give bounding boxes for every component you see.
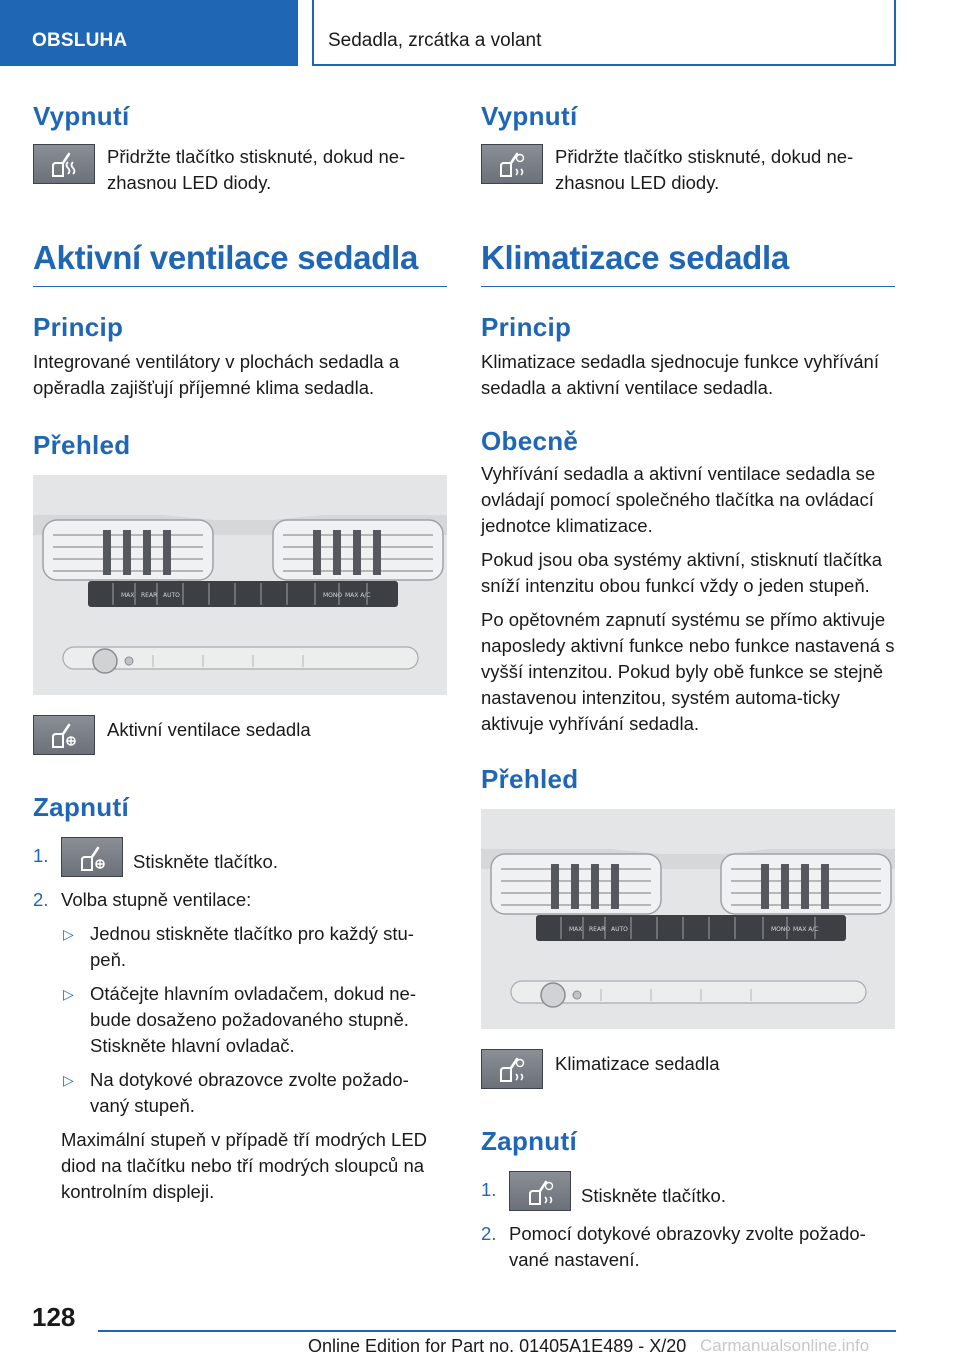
left-off-row [33,144,447,196]
right-column [481,100,895,1273]
step-number: 1. [33,845,49,866]
seat-climate-button-image [481,144,543,184]
panel-label-auto: AUTO [163,592,180,599]
chapter-title: Sedadla, zrcátka a volant [312,0,896,66]
right-general-p2: Pokud jsou oba systémy aktivní, stisknutí tlačítka sníží intenzitu obou funkcí vždy o jeden stupeň. [481,549,883,596]
left-max-text: Maximální stupeň v případě tří modrých LED diod na tlačítku nebo tří modrých sloupců na kontrolním displeji. [61,1129,428,1202]
step-number: 2. [33,889,49,910]
seat-heat-icon [49,150,79,178]
step-text: Volba stupně ventilace: [61,889,252,910]
step-number: 1. [481,1179,497,1200]
left-principle-heading: Princip [33,312,124,342]
seat-climate-icon [497,150,527,178]
triangle-bullet-icon: ▷ [63,986,74,1002]
right-overview-heading: Přehled [481,764,579,794]
panel-label-auto: AUTO [611,926,628,933]
seat-heating-button-image [33,144,95,184]
sub-step-item: ▷ Na dotykové obrazovce zvolte požado‐vaný stupeň. [63,1069,409,1116]
panel-label-rear: REAR [141,592,158,599]
left-caption-row [33,715,447,755]
right-principle-text: Klimatizace sedadla sjednocuje funkce vyhřívání sedadla a aktivní ventilace sedadla. [481,351,879,398]
right-caption-row [481,1049,895,1089]
seat-climate-button-inline [509,1171,571,1211]
left-overview-heading: Přehled [33,430,131,460]
panel-label-max: MAX [121,592,135,599]
console-illustration [33,475,447,695]
right-step-2 [481,1221,895,1273]
sub-step-item: ▷ Jednou stiskněte tlačítko pro každý stu‐peň. [63,923,414,970]
right-general-p3: Po opětovném zapnutí systému se přímo aktivuje naposledy aktivní funkce nebo funkce nastavená s vyšší intenzitou. Pokud byly obě funkce se stejně nastavenou intenzitou, systém automa‐ticky aktivuje vyhřívání sedadla. [481,609,895,734]
step-text: Stiskněte tlačítko. [133,850,278,872]
left-off-text: Přidržte tlačítko stisknuté, dokud ne‐zhasnou LED diody. [107,146,406,193]
right-step-1 [481,1177,895,1217]
right-overview-caption: Klimatizace sedadla [555,1053,720,1074]
seat-climate-icon [497,1055,527,1083]
panel-label-max-ac: MAX A/C [793,926,819,933]
left-section-title: Aktivní ventilace sedadla [33,238,447,287]
step-number: 2. [481,1223,497,1244]
left-on-heading: Zapnutí [33,792,129,822]
footer-rule [98,1330,896,1332]
seat-ventilation-button-inline [61,837,123,877]
seat-ventilation-icon [78,844,108,872]
left-console-photo [33,475,447,695]
seat-ventilation-button-image [33,715,95,755]
left-principle-text: Integrované ventilátory v plochách sedadla a opěradla zajišťují příjemné klima sedadla. [33,351,400,398]
right-principle-heading: Princip [481,312,572,342]
panel-label-max: MAX [569,926,583,933]
left-step-2 [33,887,447,1205]
right-general-p1: Vyhřívání sedadla a aktivní ventilace sedadla se ovládají pomocí společného tlačítka na ovládací jednotce klimatizace. [481,463,876,536]
left-overview-caption: Aktivní ventilace sedadla [107,719,311,740]
triangle-bullet-icon: ▷ [63,926,74,942]
panel-label-max-ac: MAX A/C [345,592,371,599]
left-sub-steps [61,921,447,1119]
console-illustration [481,809,895,1029]
right-section-title: Klimatizace sedadla [481,238,895,287]
right-off-row [481,144,895,196]
step-text: Stiskněte tlačítko. [581,1184,726,1206]
section-tab: OBSLUHA [0,0,298,66]
right-off-heading: Vypnutí [481,101,578,131]
edition-text: Online Edition for Part no. 01405A1E489 - X/20 [308,1336,687,1356]
triangle-bullet-icon: ▷ [63,1072,74,1088]
sub-step-item: ▷ Otáčejte hlavním ovladačem, dokud ne‐bude dosaženo požadovaného stupně. Stiskněte hlavní ovladač. [63,983,416,1056]
right-steps [481,1177,895,1273]
page-number: 128 [32,1302,76,1332]
right-console-photo [481,809,895,1029]
seat-climate-button-image [481,1049,543,1089]
seat-ventilation-icon [49,721,79,749]
right-on-heading: Zapnutí [481,1126,577,1156]
panel-label-mono: MONO [323,592,343,599]
left-off-heading: Vypnutí [33,101,130,131]
watermark: Carmanualsonline.info [700,1336,870,1355]
right-off-text: Přidržte tlačítko stisknuté, dokud ne‐zhasnou LED diody. [555,146,854,193]
left-column [33,100,447,1205]
panel-label-rear: REAR [589,926,606,933]
left-step-1 [33,843,447,883]
step-text: Pomocí dotykové obrazovky zvolte požado‐vané nastavení. [509,1223,866,1270]
seat-climate-icon [526,1178,556,1206]
right-general-heading: Obecně [481,426,579,456]
left-steps [33,843,447,1205]
panel-label-mono: MONO [771,926,791,933]
